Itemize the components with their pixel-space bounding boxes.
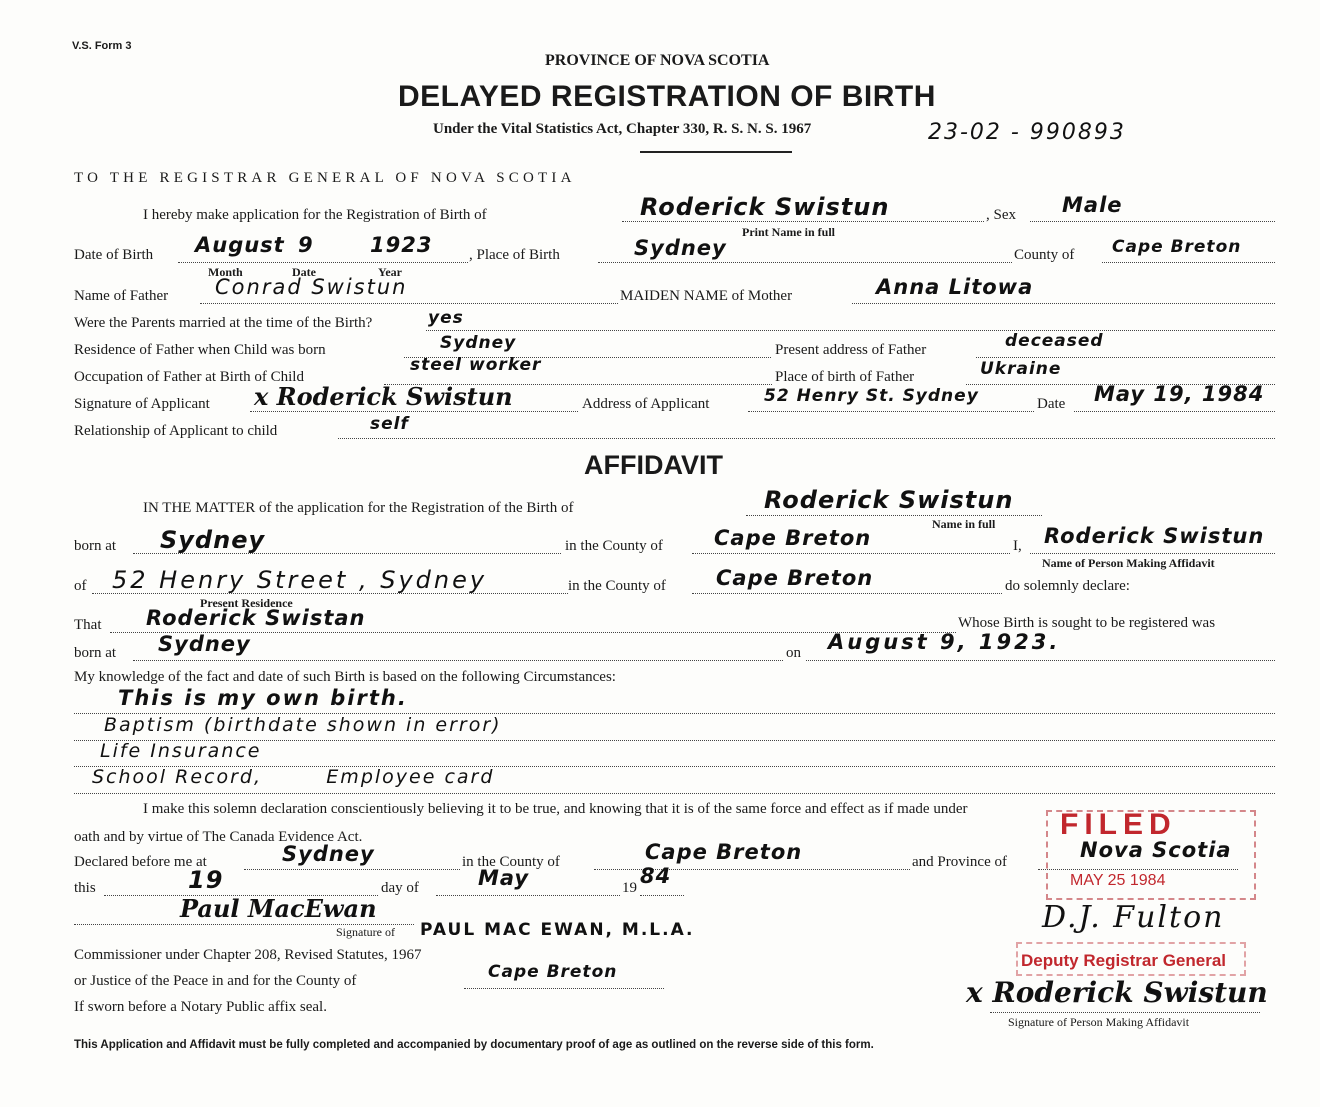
justice-label: or Justice of the Peace in and for the County of <box>74 973 357 989</box>
on-label: on <box>786 645 801 661</box>
father-name-value: Conrad Swistun <box>215 275 408 299</box>
circumstance-4: School Record, Employee card <box>92 766 495 788</box>
deputy-signature: D.J. Fulton <box>1042 900 1225 935</box>
affiant-signature: x Roderick Swistun <box>966 976 1268 1009</box>
sex-line <box>1030 221 1275 222</box>
mother-name-value: Anna Litowa <box>876 275 1034 299</box>
filed-stamp: FILED <box>1060 808 1177 841</box>
mother-label: MAIDEN NAME of Mother <box>620 288 793 304</box>
county-label: County of <box>1014 247 1075 263</box>
signature-label: Signature of Applicant <box>74 396 210 412</box>
year-prefix: 19 <box>622 880 637 896</box>
dob-day: 9 <box>298 233 314 257</box>
whose-birth-text: Whose Birth is sought to be registered was <box>958 615 1216 631</box>
circumstance-line-4 <box>74 793 1275 794</box>
dob-line <box>178 262 468 263</box>
declared-at-value: Sydney <box>282 842 375 866</box>
relationship-label: Relationship of Applicant to child <box>74 423 278 439</box>
declared-label: Declared before me at <box>74 854 207 870</box>
born-at-value: Sydney <box>160 526 266 554</box>
born-at-label: born at <box>74 538 117 554</box>
applicant-address-value: 52 Henry St. Sydney <box>764 386 979 406</box>
print-name-caption: Print Name in full <box>742 225 835 239</box>
present-address-line <box>976 357 1275 358</box>
county-label-3: in the County of <box>568 578 666 594</box>
on-line <box>806 660 1275 661</box>
occupation-value: steel worker <box>410 355 542 375</box>
married-label: Were the Parents married at the time of the Birth? <box>74 315 373 331</box>
county-value: Cape Breton <box>1112 237 1242 257</box>
date-caption: Date <box>292 265 316 279</box>
aff-child-line <box>746 515 1042 516</box>
affiant-caption: Name of Person Making Affidavit <box>1042 556 1215 570</box>
oath-text: oath and by virtue of The Canada Evidence Act. <box>74 829 363 845</box>
commissioner-signature: Paul MacEwan <box>180 894 377 923</box>
addressee: TO THE REGISTRAR GENERAL OF NOVA SCOTIA <box>74 170 576 186</box>
married-value: yes <box>428 308 464 328</box>
county-value-3: Cape Breton <box>716 566 874 590</box>
month-caption: Month <box>208 265 243 279</box>
sex-label: , Sex <box>986 207 1016 223</box>
declared-line <box>244 869 460 870</box>
child-name-value: Roderick Swistun <box>640 193 890 221</box>
month-value: May <box>478 866 530 890</box>
page-subtitle: Under the Vital Statistics Act, Chapter 330, R. S. N. S. 1967 <box>433 121 812 137</box>
province-label: and Province of <box>912 854 1007 870</box>
affiant-sig-line <box>990 1012 1260 1013</box>
affiant-line <box>1030 553 1275 554</box>
header-rule <box>640 151 792 153</box>
year-suffix: 84 <box>640 864 672 888</box>
pob-value: Sydney <box>634 236 727 260</box>
year-line <box>640 895 684 896</box>
subject-name: Roderick Swistan <box>146 606 366 630</box>
affidavit-heading: AFFIDAVIT <box>584 450 723 480</box>
justice-county: Cape Breton <box>488 962 618 982</box>
dob-label: Date of Birth <box>74 247 154 263</box>
applicant-signature: x Roderick Swistun <box>254 382 513 411</box>
born-at-label-2: born at <box>74 645 117 661</box>
commissioner-text: Commissioner under Chapter 208, Revised Statutes, 1967 <box>74 947 422 963</box>
knowledge-text: My knowledge of the fact and date of such Birth is based on the following Circumstances: <box>74 669 616 685</box>
present-address-label: Present address of Father <box>775 342 927 358</box>
county-line-2 <box>692 553 1010 554</box>
county-line <box>1102 262 1275 263</box>
residence-value: Sydney <box>440 333 517 353</box>
registration-number: 23-02 - 990893 <box>928 120 1126 145</box>
this-label: this <box>74 880 96 896</box>
occupation-label: Occupation of Father at Birth of Child <box>74 369 304 385</box>
day-of-label: day of <box>381 880 419 896</box>
county-value-2: Cape Breton <box>714 526 872 550</box>
justice-line <box>464 988 664 989</box>
born-at-value-2: Sydney <box>158 632 251 656</box>
father-birthplace-value: Ukraine <box>980 359 1062 379</box>
affiant-name: Roderick Swistun <box>1044 524 1265 548</box>
county-label-4: in the County of <box>462 854 560 870</box>
county-line-3 <box>692 593 1002 594</box>
affiant-sig-caption: Signature of Person Making Affidavit <box>1008 1015 1190 1029</box>
form-number: V.S. Form 3 <box>72 40 132 52</box>
date-value: May 19, 1984 <box>1094 382 1265 406</box>
aff-child-name: Roderick Swistun <box>764 486 1014 514</box>
residence-label: Residence of Father when Child was born <box>74 342 326 358</box>
deputy-registrar-title: Deputy Registrar General <box>1021 951 1227 970</box>
month-line <box>436 895 620 896</box>
applicant-address-line <box>748 411 1034 412</box>
page-title: DELAYED REGISTRATION OF BIRTH <box>398 80 936 113</box>
that-label: That <box>74 617 102 633</box>
father-label: Name of Father <box>74 288 169 304</box>
father-birthplace-label: Place of birth of Father <box>775 369 915 385</box>
county-value-4: Cape Breton <box>645 840 803 864</box>
circumstance-1: This is my own birth. <box>118 686 408 710</box>
county-label-2: in the County of <box>565 538 663 554</box>
relationship-line <box>338 438 1275 439</box>
province-value: Nova Scotia <box>1080 838 1232 862</box>
sex-value: Male <box>1062 193 1123 217</box>
day-value: 19 <box>188 866 224 894</box>
applicant-address-label: Address of Applicant <box>582 396 710 412</box>
notary-text: If sworn before a Notary Public affix seal. <box>74 999 327 1015</box>
born-at-line-2 <box>133 660 783 661</box>
declare-label: do solemnly declare: <box>1005 578 1130 594</box>
present-address-value: deceased <box>1005 331 1104 351</box>
province-heading: PROVINCE OF NOVA SCOTIA <box>545 52 770 69</box>
aff-residence: 52 Henry Street , Sydney <box>112 566 488 594</box>
of-label: of <box>74 578 87 594</box>
pob-label: , Place of Birth <box>469 247 560 263</box>
matter-text: IN THE MATTER of the application for the Registration of the Birth of <box>143 500 574 516</box>
circumstance-2: Baptism (birthdate shown in error) <box>104 714 502 736</box>
dob-year: 1923 <box>370 233 433 257</box>
dob-month: August <box>195 233 285 257</box>
married-line <box>426 330 1275 331</box>
father-line <box>200 303 618 304</box>
circumstance-3: Life Insurance <box>100 740 262 762</box>
i-label: I, <box>1013 538 1022 554</box>
signature-line <box>250 411 578 412</box>
residence-caption: Present Residence <box>200 596 293 610</box>
date-label: Date <box>1037 396 1066 412</box>
footer-note: This Application and Affidavit must be fully completed and accompanied by documentary proof of age as outlined on the reverse side of this form. <box>74 1039 874 1051</box>
signature-of-caption: Signature of <box>336 925 395 939</box>
birth-date-value: August 9, 1923. <box>828 630 1061 654</box>
year-caption: Year <box>378 265 402 279</box>
commissioner-name: PAUL MAC EWAN, M.L.A. <box>420 920 695 940</box>
child-name-line <box>622 221 984 222</box>
solemn-text: I make this solemn declaration conscientiously believing it to be true, and knowing that it is of the same force and effect as if made under <box>143 801 968 817</box>
relationship-value: self <box>370 414 409 434</box>
filed-date-stamp: MAY 25 1984 <box>1070 872 1166 889</box>
mother-line <box>852 303 1275 304</box>
pob-line <box>598 262 1012 263</box>
date-line <box>1074 411 1275 412</box>
intro-text: I hereby make application for the Registration of Birth of <box>143 207 487 223</box>
name-full-caption: Name in full <box>932 517 996 531</box>
